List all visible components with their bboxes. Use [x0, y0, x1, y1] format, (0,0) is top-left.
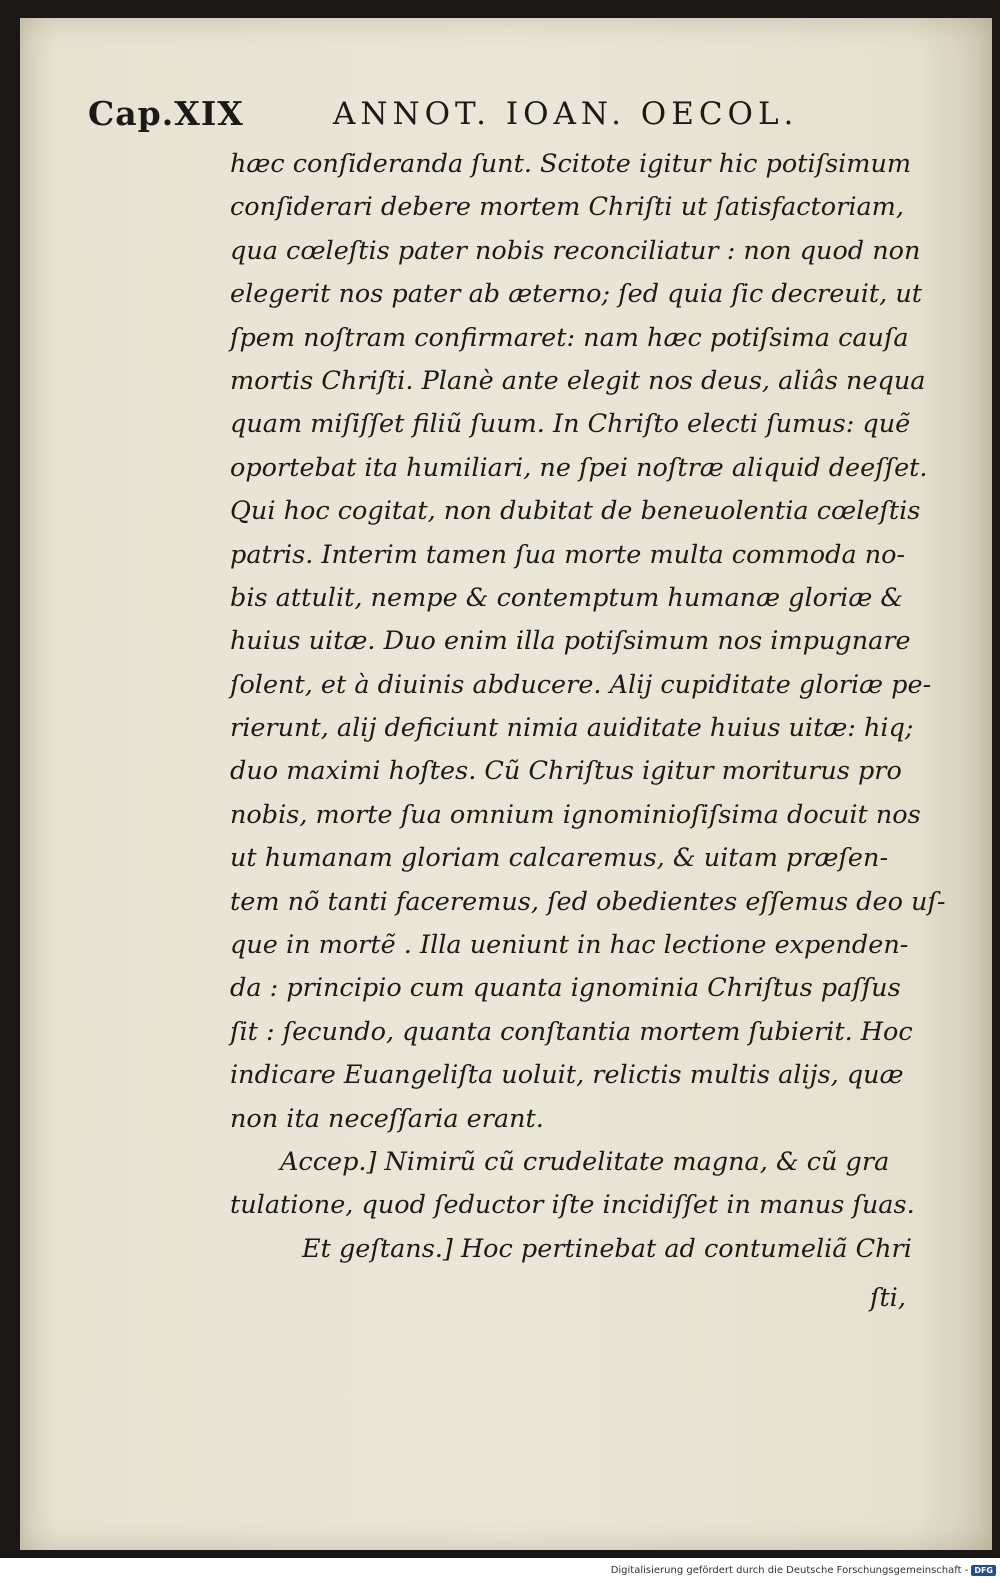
dfg-logo-icon: DFG: [971, 1565, 996, 1576]
text-line: hæc conſideranda ſunt. Scitote igitur hic potiſsimum: [230, 149, 912, 179]
text-line: patris. Interim tamen ſua morte multa commoda no-: [230, 539, 906, 570]
text-line: oportebat ita humiliari, ne ſpei noſtræ aliquid deeſſet.: [230, 452, 928, 483]
text-line: ſpem noſtram confirmaret: nam hæc potiſsima cauſa: [230, 322, 909, 353]
text-line: Qui hoc cogitat, non dubitat de beneuolentia cœleſtis: [230, 496, 921, 527]
running-title: ANNOT. IOAN. OECOL.: [333, 96, 799, 132]
catchword: ſti,: [870, 1283, 906, 1313]
footer-credit: [611, 1562, 1000, 1578]
text-line: bis attulit, nempe & contemptum humanæ gloriæ &: [230, 582, 904, 613]
page-header: [88, 94, 868, 144]
text-line: nobis, morte ſua omnium ignominioſiſsima docuit nos: [230, 799, 921, 830]
text-line: Et geſtans.] Hoc pertinebat ad contumeliã Chri: [302, 1233, 912, 1264]
text-line: tulatione, quod ſeductor iſte incidiſſet in manus ſuas.: [230, 1190, 915, 1221]
body-text: [230, 143, 946, 1271]
text-line: indicare Euangeliſta uoluit, relictis multis alijs, quæ: [230, 1060, 904, 1091]
text-line: mortis Chriſti. Planè ante elegit nos deus, aliâs nequa: [230, 365, 926, 396]
text-line: que in mortẽ . Illa ueniunt in hac lectione expenden-: [230, 930, 909, 961]
text-line: qua cœleſtis pater nobis reconciliatur : non quod non: [230, 235, 921, 266]
text-line: duo maximi hoſtes. Cũ Chriſtus igitur moriturus pro: [230, 756, 902, 787]
text-line: tem nõ tanti faceremus, ſed obedientes eſſemus deo uſ-: [230, 886, 946, 917]
text-line: rierunt, alij deficiunt nimia auiditate huius uitæ: hiq;: [230, 713, 914, 744]
chapter-label: Cap.XIX: [88, 94, 244, 133]
text-line: Accep.] Nimirũ cũ crudelitate magna, & cũ gra: [280, 1146, 890, 1177]
text-line: non ita neceſſaria erant.: [230, 1103, 544, 1134]
text-line: ut humanam gloriam calcaremus, & uitam præſen-: [230, 843, 889, 874]
text-line: ſit : ſecundo, quanta conſtantia mortem ſubierit. Hoc: [230, 1016, 913, 1047]
text-line: conſiderari debere mortem Chriſti ut ſatisfactoriam,: [230, 192, 904, 223]
text-line: elegerit nos pater ab æterno; ſed quia ſic decreuit, ut: [230, 279, 923, 310]
text-line: huius uitæ. Duo enim illa potiſsimum nos impugnare: [230, 626, 911, 657]
text-line: quam miſiſſet filiũ ſuum. In Chriſto electi ſumus: quẽ: [230, 409, 911, 440]
text-line: ſolent, et à diuinis abducere. Alij cupiditate gloriæ pe-: [230, 669, 932, 700]
footer-credit-text: Digitalisierung gefördert durch die Deutsche Forschungsgemeinschaft -: [610, 1564, 969, 1576]
text-line: da : principio cum quanta ignominia Chriſtus paſſus: [230, 973, 901, 1004]
